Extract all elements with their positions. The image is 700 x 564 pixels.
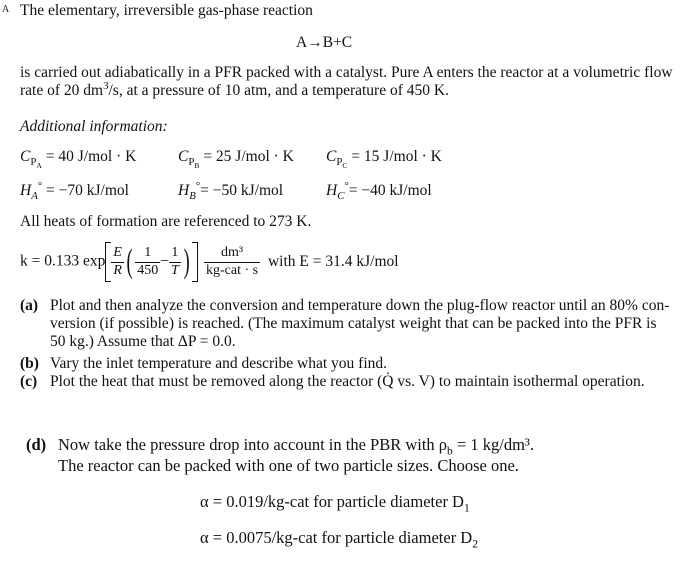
cp-b: $C_{P_B} = 25$ J/mol · K — [178, 148, 294, 171]
heat-a: $H_A^\circ = -70$ kJ/mol — [20, 179, 129, 203]
part-a-label: (a) — [20, 297, 39, 314]
part-c-text: Plot the heat that must be removed along the reactor (Q̇ vs. V) to maintain isothermal operation. — [50, 373, 645, 390]
part-d-line-2: The reactor can be packed with one of two particle sizes. Choose one. — [58, 456, 519, 475]
rate-equation: k = 0.133 exp $\frac{E}{R}$ ( $\frac{1}{450}$ − $\frac{1}{T}$ ) $\frac{\text{dm³}}{\text{kg-cat · s}}$ with E = 31.4 kJ/mol — [20, 243, 399, 280]
part-c-label: (c) — [20, 373, 38, 390]
alpha-option-2: α = 0.0075/kg-cat for particle diameter $D_2$ — [200, 528, 479, 551]
intro-text: The elementary, irreversible gas-phase reaction — [20, 2, 313, 19]
part-a-line-1: Plot and then analyze the conversion and temperature down the plug-flow reactor until an 80% con- — [50, 297, 670, 314]
heat-c: $H_C^\circ= -40$ kJ/mol — [326, 179, 432, 203]
additional-info-header: Additional information: — [20, 118, 168, 135]
description-line-2: rate of 20 $dm^3/s$, at a pressure of 10 atm, and a temperature of 450 K. — [20, 79, 449, 99]
part-d-line-1: Now take the pressure drop into account in the PBR with $\rho_b = 1$ kg/dm³. — [58, 435, 534, 458]
part-a-line-2: version (if possible) is reached. (The maximum catalyst weight that can be packed into the PFR is — [50, 315, 657, 332]
problem-marker: A — [2, 4, 10, 15]
part-d-label: (d) — [26, 435, 47, 454]
alpha-option-1: α = 0.019/kg-cat for particle diameter $D_1$ — [200, 492, 470, 515]
cp-a: $C_{P_A} = 40$ J/mol · K — [20, 148, 137, 171]
heat-b: $H_B^\circ= -50$ kJ/mol — [178, 179, 284, 203]
part-a-line-3: 50 kg.) Assume that ΔP = 0.0. — [50, 333, 236, 350]
reference-note: All heats of formation are referenced to 273 K. — [20, 213, 312, 230]
description-line-1: is carried out adiabatically in a PFR packed with a catalyst. Pure A enters the reactor at a volumetric flow — [20, 64, 673, 81]
part-b-text: Vary the inlet temperature and describe what you find. — [50, 355, 388, 372]
reaction-equation: A→B+C — [296, 34, 353, 51]
cp-c: $C_{P_C} = 15$ J/mol · K — [326, 148, 442, 171]
part-b-label: (b) — [20, 355, 39, 372]
